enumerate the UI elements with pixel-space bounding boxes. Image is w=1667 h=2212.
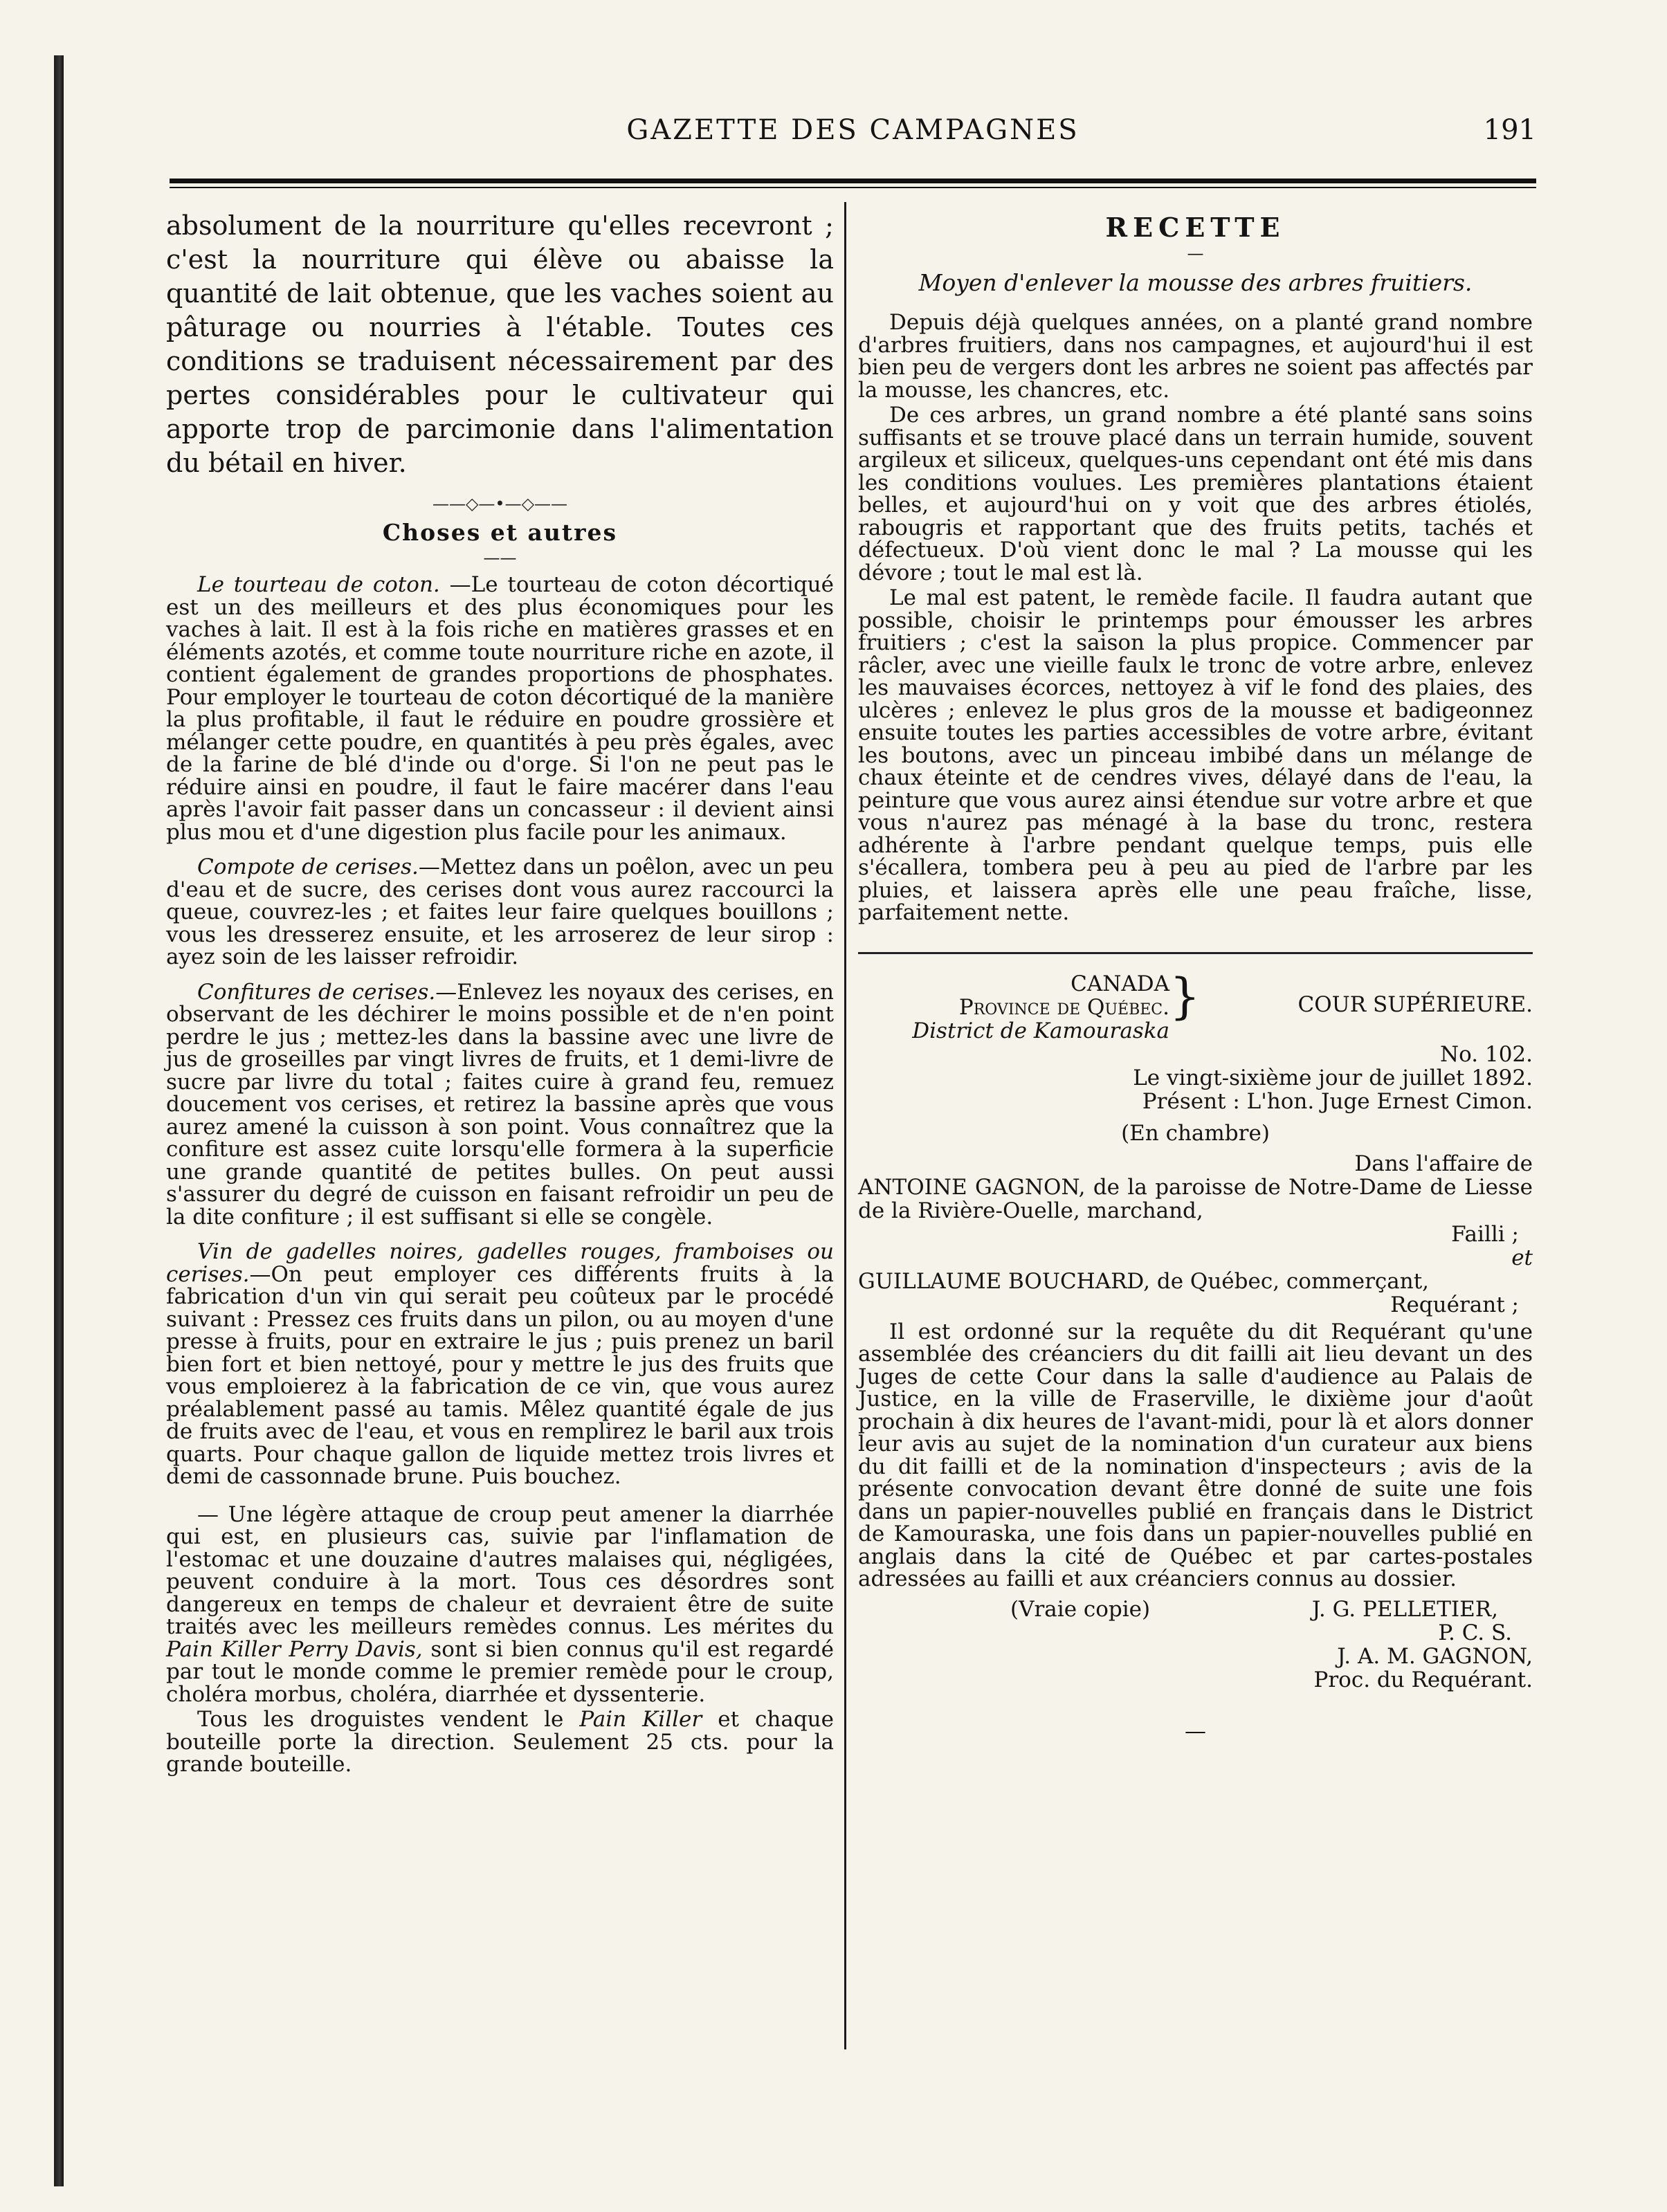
vraie-copie: (Vraie copie): [1010, 1596, 1151, 1622]
party1-desc: de la paroisse de Notre-Dame de Liesse de la Rivière-Ouelle, marchand,: [858, 1174, 1533, 1223]
article-compote: [166, 856, 834, 969]
header-rule-thin: [170, 187, 1536, 188]
party1-name: ANTOINE GAGNON,: [858, 1174, 1086, 1200]
croup-product: Pain Killer Perry Davis,: [166, 1636, 423, 1662]
party2: [858, 1270, 1533, 1293]
page-header: [170, 114, 1536, 156]
left-column: [166, 209, 834, 1779]
affaire-line: Dans l'affaire de: [1354, 1151, 1533, 1176]
article-lead: Le tourteau de coton.: [197, 572, 440, 597]
section-heading: Choses et autres: [382, 519, 618, 546]
section-rule: [858, 952, 1533, 954]
party1: [858, 1176, 1533, 1223]
article-text: —Enlevez les noyaux des cerises, en observant de les déchirer le moins possible et de n'en point perdre le jus ; mettez-les dans la bassine avec une livre de jus de groseilles par vingt livres de fruits, et 1 demi-livre de sucre par livre du total ; faites cuire à grand feu, remuez doucement vos cerises, et retirez la bassine après que vous aurez amené la cuisson à son point. Vous connaîtrez que la confiture est assez cuite lorsqu'elle formera à la superficie une grande quantité de petites bulles. On peut aussi s'assurer du degré de cuisson en faisant refroidir un peu de la dite confiture ; il est suffisant si elle se congèle.: [166, 979, 834, 1230]
column-divider: [844, 202, 846, 2049]
article-droguistes: [166, 1708, 834, 1776]
page-number: 191: [1483, 114, 1536, 146]
recette-subtitle: Moyen d'enlever la mousse des arbres fruitiers.: [918, 269, 1473, 296]
binding-edge: [54, 55, 64, 2186]
droguistes-product: Pain Killer: [579, 1707, 702, 1732]
article-text: —Le tourteau de coton décortiqué est un des meilleurs et des plus économiques pour les vaches à lait. Il est à la fois riche en matières grasses et en éléments azotés, et comme toute nourriture riche en azote, il contient également de grandes proportions de phosphates. Pour employer le tourteau de coton décortiqué de la manière la plus profitable, il faut le réduire en poudre grossière et mélanger cette poudre, en quantités à peu près égales, avec de la farine de blé d'inde ou d'orge. Si l'on ne peut pas le réduire ainsi en poudre, il faut le faire macérer dans l'eau après l'avoir fait passer dans un concasseur : il devient ainsi plus mou et d'une digestion plus facile pour les animaux.: [166, 572, 834, 845]
right-column: [858, 209, 1533, 1743]
recette-heading: RECETTE: [1105, 212, 1286, 243]
court-district: District de Kamouraska: [912, 1018, 1169, 1043]
page-title: GAZETTE DES CAMPAGNES: [626, 114, 1080, 146]
recette-paragraph: Le mal est patent, le remède facile. Il faudra autant que possible, choisir le printemps pour émousser les arbres fruitiers ; c'est la saison la plus propice. Commencer par râcler, avec une vieille faulx le tronc de votre arbre, enlevez les mauvaises écorces, nettoyez à vif le fond des plaies, des ulcères ; enlevez le plus gros de la mousse et badigeonnez ensuite toutes les parties accessibles de votre arbre, évitant les boutons, avec un pinceau imbibé dans un mélange de chaux éteinte et de cendres vives, délayé dans de l'eau, la peinture que vous aurez ainsi étendue sur votre arbre et que vous n'aurez pas ménagé à la base du tronc, restera adhérente à l'arbre pendant quelque temps, puis elle s'écallera, tombera peu à peu au pied de l'arbre par les pluies, et laissera après elle une peau fraîche, lisse, parfaitement nette.: [858, 585, 1533, 925]
court-province: Province de Québec.: [958, 994, 1169, 1020]
croup-text-a: — Une légère attaque de croup peut amener la diarrhée qui est, en plusieurs cas, suivie par l'inflamation de l'estomac et une douzaine d'autres malaises qui, négligées, peuvent conduire à la mort. Tous ces désordres sont dangereux en temps de chaleur et devraient être de suite traités avec les meilleurs remèdes connus. Les mérites du: [166, 1501, 834, 1639]
court-name: COUR SUPÉRIEURE.: [1297, 991, 1533, 1017]
article-croup: [166, 1503, 834, 1706]
date-line: Le vingt-sixième jour de juillet 1892.: [1133, 1065, 1533, 1090]
croup-text-b: sont si bien connus qu'il est regardé par tout le monde comme le premier remède pour le croup, choléra morbus, choléra, diarrhée et dyssenterie.: [166, 1636, 834, 1707]
article-tourteau: [166, 574, 834, 843]
article-vin: [166, 1241, 834, 1488]
ornament-divider: ——◇—•—◇——: [432, 494, 568, 513]
court-header: [858, 967, 1533, 1043]
signer-name: J. G. PELLETIER,: [1311, 1596, 1498, 1622]
et-line: et: [1511, 1245, 1533, 1270]
recette-paragraph: De ces arbres, un grand nombre a été planté sans soins suffisants et se trouve placé dans un terrain humide, souvent argileux et siliceux, quelques-uns cependant ont été mis dans les conditions voulues. Les premières plantations étaient belles, et aujourd'hui on y voit que des arbres étiolés, rabougris et rapportant que des fruits petits, tachés et défectueux. D'où vient donc le mal ? La mousse qui les dévore ; tout le mal est là.: [858, 403, 1533, 585]
recette-paragraph: Depuis déjà quelques années, on a planté grand nombre d'arbres fruitiers, dans nos campagnes, et aujourd'hui il est bien peu de vergers dont les arbres ne soient pas affectés par la mousse, les chancres, etc.: [858, 310, 1533, 403]
attorney-name: J. A. M. GAGNON,: [1337, 1643, 1533, 1669]
signer-title: P. C. S.: [1438, 1620, 1512, 1645]
article-lead: Confitures de cerises.: [197, 979, 436, 1005]
case-number: No. 102.: [1440, 1041, 1533, 1067]
party2-name: GUILLAUME BOUCHARD,: [858, 1268, 1151, 1294]
party1-role: Failli ;: [1451, 1221, 1519, 1247]
party2-role: Requérant ;: [1390, 1292, 1519, 1317]
article-lead: Vin de gadelles noires, gadelles rouges, framboises ou cerises.: [166, 1239, 834, 1287]
recette-dash: —: [1187, 244, 1204, 263]
section-dash: ——: [483, 548, 517, 567]
present-line: Présent : L'hon. Juge Ernest Cimon.: [1142, 1088, 1533, 1114]
article-lead: Compote de cerises.: [197, 854, 419, 879]
court-canada: CANADA: [1071, 971, 1169, 996]
intro-paragraph: absolument de la nourriture qu'elles recevront ; c'est la nourriture qui élève ou abaisse la quantité de lait obtenue, que les vaches soient au pâturage ou nourries à l'étable. Toutes ces conditions se traduisent nécessairement par des pertes considérables pour le cultivateur qui apporte trop de parcimonie dans l'alimentation du bétail en hiver.: [166, 210, 834, 478]
court-notice: [858, 967, 1533, 1744]
party2-desc: de Québec, commerçant,: [1150, 1268, 1430, 1294]
droguistes-text-a: Tous les droguistes vendent le: [197, 1707, 580, 1732]
court-jurisdiction: [858, 972, 1169, 1043]
droguistes-text-b: et chaque bouteille porte la direction. Seulement 25 cts. pour la grande bouteille.: [166, 1707, 834, 1777]
brace-glyph: }: [1169, 967, 1201, 1025]
end-dash: —: [1185, 1718, 1206, 1744]
header-rule-thick: [170, 179, 1536, 183]
signature-row: [858, 1598, 1533, 1621]
article-text: —Mettez dans un poêlon, avec un peu d'eau et de sucre, des cerises dont vous aurez raccourci la queue, couvrez-les ; et faites leur faire quelques bouillons ; vous les dresserez ensuite, et les arroserez de leur sirop : ayez soin de les laisser refroidir.: [166, 854, 834, 969]
court-order: Il est ordonné sur la requête du dit Requérant qu'une assemblée des créanciers du dit failli ait lieu devant un des Juges de cette Cour dans la salle d'audience au Palais de Justice, en la ville de Fraserville, le dixième jour d'août prochain à dix heures de l'avant-midi, pour là et alors donner leur avis au sujet de la nomination d'un curateur aux biens du dit failli et de la nomination d'inspecteurs ; avis de la présente convocation devant être donné de suite une fois dans un papier-nouvelles publié en français dans le District de Kamouraska, une fois dans un papier-nouvelles publié en anglais dans la cité de Québec et par cartes-postales adressées au failli et aux créanciers connus au dossier.: [858, 1319, 1533, 1591]
article-confitures: [166, 981, 834, 1229]
chambre-line: (En chambre): [1121, 1120, 1270, 1146]
article-text: —On peut employer ces différents fruits à la fabrication d'un vin qui serait peu coûteux par le procédé suivant : Pressez ces fruits dans un pilon, ou au moyen d'une presse à fruits, pour en extraire le jus ; puis prenez un baril bien fort et bien nettoyé, pour y mettre le jus des fruits que vous emploierez à la fabrication de ce vin, que vous aurez préalablement passé au tamis. Mêlez quantité égale de jus de fruits avec de l'eau, et vous en remplirez le baril aux trois quarts. Pour chaque gallon de liquide mettez trois livres et demi de cassonnade brune. Puis bouchez.: [166, 1261, 834, 1489]
attorney-title: Proc. du Requérant.: [1313, 1667, 1533, 1692]
